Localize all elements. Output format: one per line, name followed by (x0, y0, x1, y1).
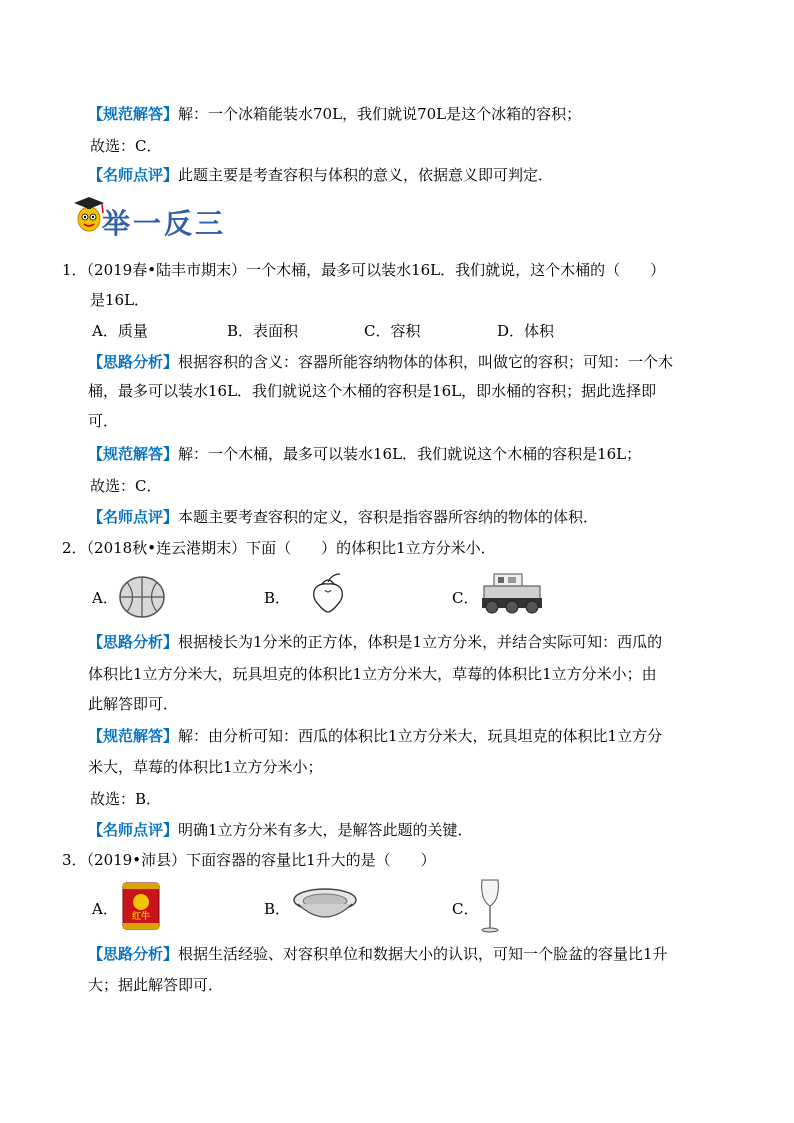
q1-option-b: B．表面积 (227, 322, 299, 340)
basketball-image (118, 574, 166, 620)
toy-tank-image (480, 570, 544, 614)
answer-tag: 【规范解答】 (88, 445, 179, 463)
analysis-text: 根据容积的含义：容器所能容纳物体的体积，叫做它的容积；可知：一个木 (178, 353, 674, 371)
q1-stem-line2: 是16L． (90, 291, 150, 309)
comment-text: 此题主要是考查容积与体积的意义，依据意义即可判定． (178, 166, 554, 184)
q1-analysis-line2: 桶，最多可以装水16L．我们就说这个木桶的容积是16L，即水桶的容积；据此选择即 (88, 382, 657, 400)
intro-choice: 故选：C． (90, 137, 162, 155)
analysis-tag: 【思路分析】 (88, 633, 179, 651)
answer-text: 解：一个冰箱能装水70L，我们就说70L是这个冰箱的容积； (178, 105, 582, 123)
analysis-tag: 【思路分析】 (88, 945, 179, 963)
answer-tag: 【规范解答】 (88, 105, 179, 123)
q3-option-a: A． (92, 900, 118, 918)
q1-analysis-line1 (88, 352, 673, 372)
answer-text: 解：一个木桶，最多可以装水16L．我们就说这个木桶的容积是16L； (178, 445, 642, 463)
q2-answer-line2: 米大，草莓的体积比1立方分米小； (88, 758, 323, 776)
q2-choice: 故选：B． (90, 790, 162, 808)
comment-tag: 【名师点评】 (88, 508, 179, 526)
q1-analysis-line3: 可． (88, 412, 119, 430)
q1-option-d: D．体积 (497, 322, 555, 340)
banner-title: 举一反三 (102, 207, 227, 240)
q3-stem: 3．（2019•沛县）下面容器的容量比1升大的是（ ） (62, 851, 436, 869)
comment-tag: 【名师点评】 (88, 166, 179, 184)
comment-text: 明确1立方分米有多大，是解答此题的关键． (178, 821, 473, 839)
strawberry-image (308, 572, 348, 614)
wash-basin-image (292, 886, 358, 924)
q1-answer-line (88, 444, 641, 464)
intro-answer-line (88, 104, 581, 124)
answer-text: 解：由分析可知：西瓜的体积比1立方分米大，玩具坦克的体积比1立方分 (178, 727, 663, 745)
analysis-text: 根据棱长为1分米的正方体，体积是1立方分米，并结合实际可知：西瓜的 (178, 633, 663, 651)
answer-tag: 【规范解答】 (88, 727, 179, 745)
q3-option-b: B． (264, 900, 291, 918)
intro-comment-line (88, 165, 553, 185)
analysis-tag: 【思路分析】 (88, 353, 179, 371)
q1-choice: 故选：C． (90, 477, 162, 495)
q2-option-a: A． (92, 589, 118, 607)
q2-stem: 2．（2018秋•连云港期末）下面（ ）的体积比1立方分米小． (62, 539, 496, 557)
analysis-text: 根据生活经验、对容积单位和数据大小的认识，可知一个脸盆的容量比1升 (178, 945, 668, 963)
q2-option-c: C． (452, 589, 479, 607)
q2-answer-line1 (88, 726, 662, 746)
q1-option-a: A．质量 (92, 322, 148, 340)
q2-analysis-line2: 体积比1立方分米大，玩具坦克的体积比1立方分米大，草莓的体积比1立方分米小；由 (88, 665, 657, 683)
q2-analysis-line1 (88, 632, 662, 652)
q1-stem-line1: 1．（2019春•陆丰市期末）一个木桶，最多可以装水16L．我们就说，这个木桶的（ ） (62, 261, 666, 279)
q2-analysis-line3: 此解答即可． (88, 695, 179, 713)
comment-text: 本题主要考查容积的定义，容积是指容器所容纳的物体的体积． (178, 508, 599, 526)
q2-option-b: B． (264, 589, 291, 607)
red-bull-can-image (120, 880, 162, 932)
q3-analysis-line2: 大；据此解答即可． (88, 976, 224, 994)
comment-tag: 【名师点评】 (88, 821, 179, 839)
can-label: 红牛 (131, 912, 151, 922)
q1-option-c: C．容积 (364, 322, 421, 340)
q2-comment-line (88, 820, 473, 840)
q3-option-c: C． (452, 900, 479, 918)
wine-glass-image (478, 878, 502, 934)
q3-analysis-line1 (88, 944, 668, 964)
q1-comment-line (88, 507, 598, 527)
